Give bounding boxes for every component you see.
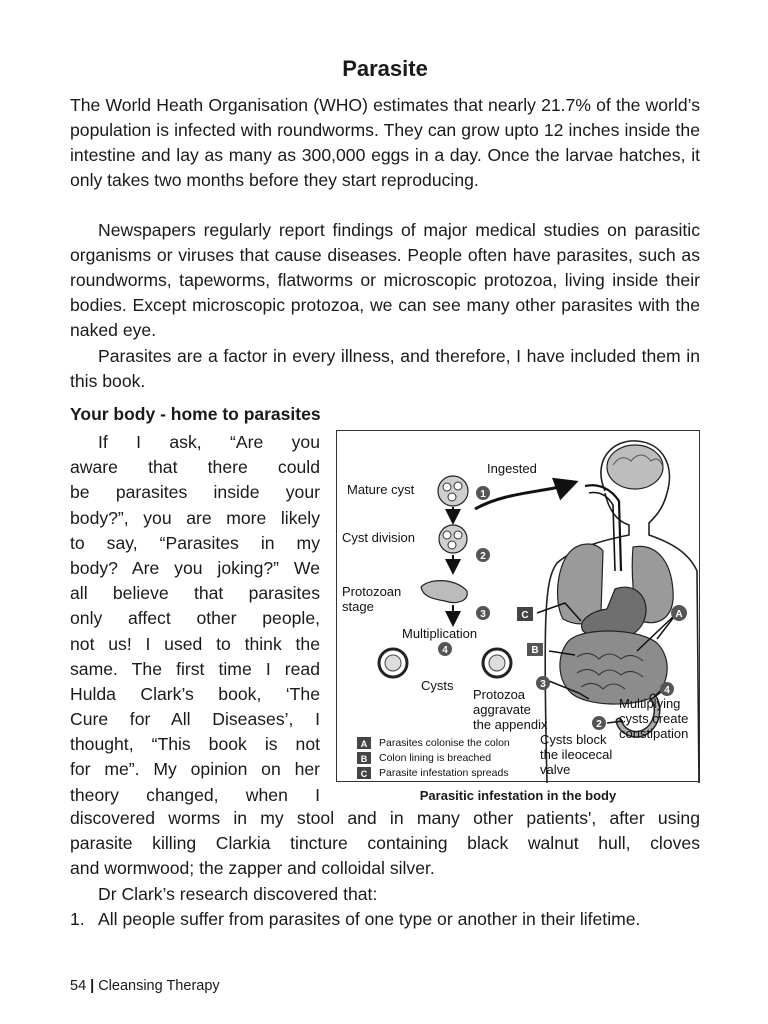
- text-line: Dr Clark’s research discovered that:: [98, 883, 378, 904]
- section-heading: Your body - home to parasites: [70, 404, 321, 424]
- text-line: not us! I used to think the: [70, 633, 320, 654]
- text-line: theory changed, when I: [70, 784, 320, 805]
- paragraph-factor: Parasites are a factor in every illness, and therefore, I have included them in this book.: [70, 346, 700, 391]
- legend-key-a: [357, 737, 371, 749]
- label-protozoa-appendix: Protozoa aggravate the appendix: [473, 687, 548, 732]
- text-line: aware that there could: [70, 457, 320, 478]
- text-line: parasite killing Clarkia tincture containing black walnut hull, cloves: [70, 833, 700, 854]
- label-multiplying: Multiplying cysts create constipation: [619, 696, 689, 741]
- legend-text-a: Parasites colonise the colon: [379, 737, 510, 749]
- text-line: to say, “Parasites in my: [70, 532, 320, 553]
- svg-text:A: A: [360, 739, 368, 749]
- svg-text:3: 3: [480, 609, 486, 620]
- svg-text:C: C: [360, 769, 368, 779]
- svg-text:1: 1: [480, 489, 486, 500]
- text-line: all believe that parasites: [70, 583, 320, 604]
- text-line: body?”, you are more likely: [70, 507, 320, 528]
- text-line: thought, “This book is not: [70, 734, 320, 755]
- intestines: [560, 631, 667, 704]
- paragraph-newspapers: Newspapers regularly report findings of major medical studies on parasitic organisms or viruses that cause diseases. People often have parasites, such as roundworms, tapeworms, flatworms or microscopic protozoa, living inside their bodies. Except microscopic protozoa, we can see many other parasites with the naked eye.: [70, 220, 700, 340]
- marker-a: [671, 605, 687, 621]
- text-line: body? Are you joking?” We: [70, 557, 320, 578]
- text-line: If I ask, “Are you: [98, 432, 320, 452]
- svg-text:4: 4: [664, 685, 670, 696]
- paragraph-who: The World Heath Organisation (WHO) estimates that nearly 21.7% of the world’s population is infected with roundworms. They can grow upto 12 inches inside the intestine and lay as many as 300,000 eggs in a day. Once the larvae hatches, it only takes two months before they start reproducing.: [70, 95, 700, 190]
- page-title: Parasite: [342, 56, 428, 81]
- text-line: for me”. My opinion on her: [70, 759, 320, 780]
- text-line: Hulda Clark’s book, ‘The: [70, 683, 320, 704]
- figure-caption: Parasitic infestation in the body: [419, 788, 617, 803]
- mature-cyst-drawing: [438, 476, 468, 506]
- svg-text:2: 2: [480, 551, 486, 562]
- text-line: be parasites inside your: [70, 482, 320, 503]
- label-multiplication: Multiplication: [402, 626, 478, 641]
- step-marker: [476, 548, 490, 562]
- step-marker: [476, 606, 490, 620]
- label-protozoan-stage: Protozoan stage: [342, 584, 402, 614]
- svg-text:4: 4: [442, 645, 448, 656]
- label-cysts: Cysts: [421, 678, 454, 693]
- marker-b: [527, 643, 543, 656]
- text-line: discovered worms in my stool and in many other patients', after using: [70, 808, 700, 828]
- marker-c: [517, 607, 533, 621]
- legend-key-c: [357, 767, 371, 779]
- label-mature-cyst: Mature cyst: [347, 482, 415, 497]
- parasite-infestation-diagram: [336, 430, 700, 782]
- svg-text:A: A: [675, 609, 683, 620]
- book-title: Cleansing Therapy: [98, 978, 220, 994]
- label-cyst-division: Cyst division: [342, 530, 415, 545]
- legend-key-b: [357, 752, 371, 764]
- svg-text:C: C: [521, 610, 529, 621]
- text-line: and wormwood; the zapper and colloidal silver.: [70, 858, 435, 879]
- step-marker: [438, 642, 452, 656]
- label-ingested: Ingested: [487, 461, 537, 476]
- page-number: 54: [70, 978, 87, 994]
- brain: [607, 445, 663, 489]
- page-footer: [70, 978, 220, 994]
- legend-text-c: Parasite infestation spreads: [379, 767, 509, 779]
- continuation-text: [70, 806, 700, 907]
- svg-text:2: 2: [596, 719, 602, 730]
- svg-text:3: 3: [540, 679, 546, 690]
- text-line: only affect other people,: [70, 608, 320, 629]
- marker-4: [660, 682, 674, 696]
- footer-separator: |: [90, 978, 95, 994]
- list-number: 1.: [70, 909, 85, 929]
- marker-2: [592, 716, 606, 730]
- label-cysts-block: Cysts block the ileocecal valve: [540, 732, 613, 777]
- wrapped-text-column: [70, 430, 320, 808]
- legend-text-b: Colon lining is breached: [379, 752, 492, 764]
- protozoan-drawing: [421, 581, 467, 603]
- step-marker: [476, 486, 490, 500]
- svg-text:B: B: [360, 754, 368, 764]
- text-line: Cure for All Diseases’, I: [70, 709, 320, 730]
- svg-text:B: B: [531, 645, 539, 656]
- list-text: All people suffer from parasites of one type or another in their lifetime.: [98, 909, 641, 929]
- text-line: same. The first time I read: [70, 658, 320, 679]
